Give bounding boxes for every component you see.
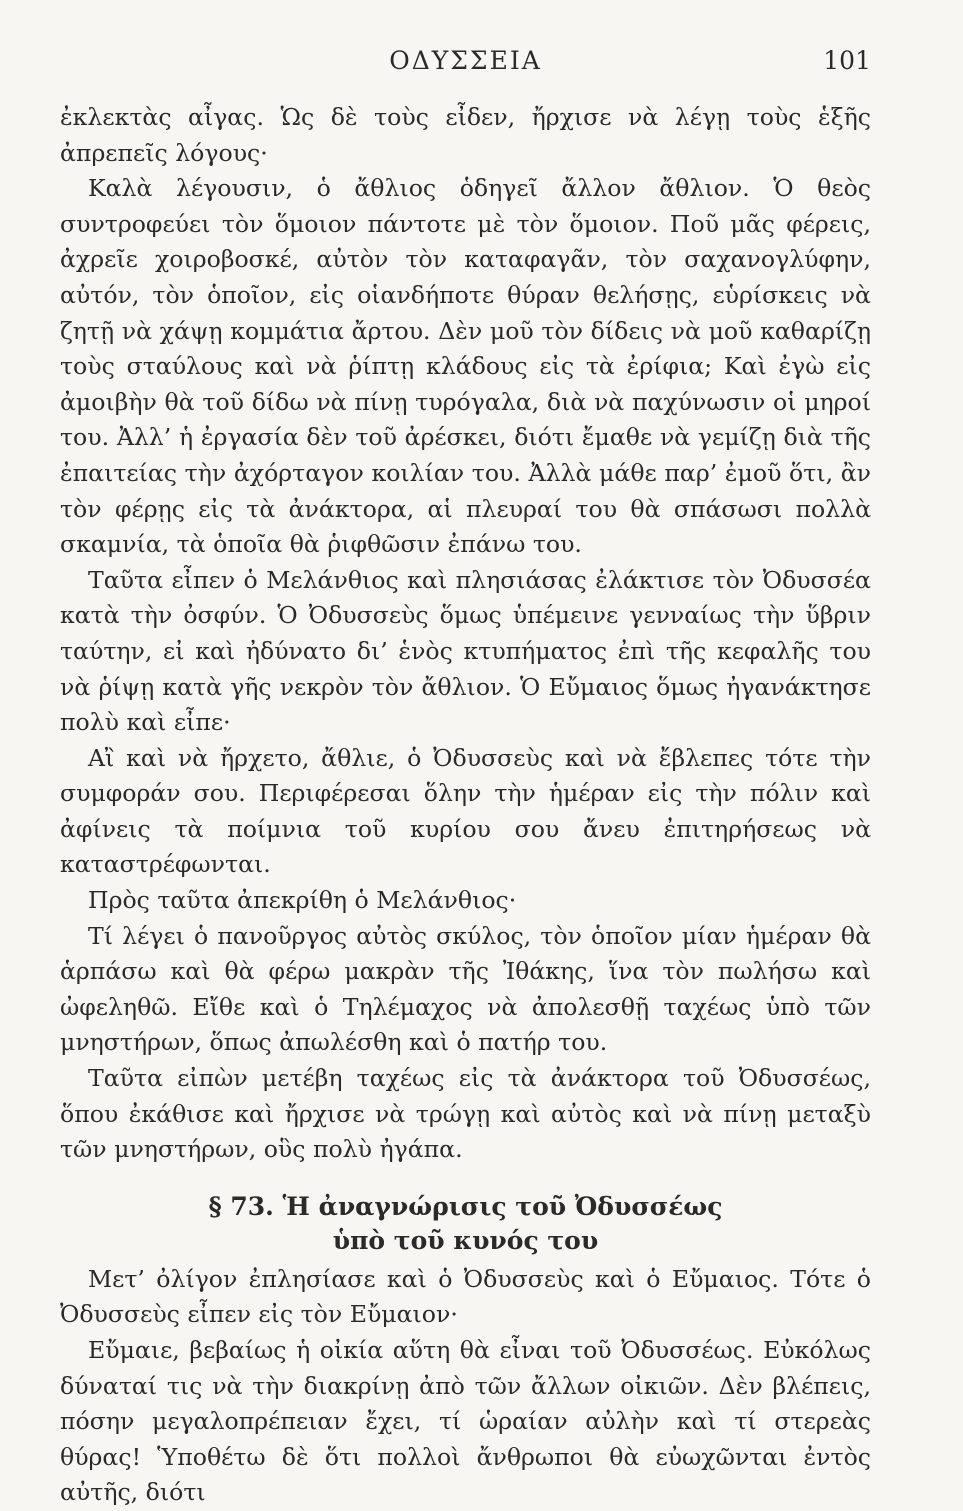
section-heading-line-1: § 73. Ἡ ἀναγνώρισις τοῦ Ὀδυσσέως <box>208 1191 723 1221</box>
paragraph: Μετ’ ὀλίγον ἐπλησίασε καὶ ὁ Ὀδυσσεὺς καὶ ὁ Εὔμαιος. Τότε ὁ Ὀδυσσεὺς εἶπεν εἰς τὸν Εὔμαιον· <box>60 1264 871 1329</box>
page-number: 101 <box>823 46 871 75</box>
paragraph: Τί λέγει ὁ πανοῦργος αὐτὸς σκύλος, τὸν ὁποῖον μίαν ἡμέραν θὰ ἁρπάσω καὶ θὰ φέρω μακρὰν τῆς Ἰθάκης, ἵνα τὸν πωλήσω καὶ ὠφεληθῶ. Εἴθε καὶ ὁ Τηλέμαχος νὰ ἀπολεσθῇ ταχέως ὑπὸ τῶν μνηστήρων, ὅπως ἀπωλέσθη καὶ ὁ πατήρ του. <box>60 921 871 1057</box>
paragraph: Καλὰ λέγουσιν, ὁ ἄθλιος ὁδηγεῖ ἄλλον ἄθλιον. Ὁ θεὸς συντροφεύει τὸν ὅμοιον πάντοτε μὲ τὸν ὅμοιον. Ποῦ μᾶς φέρεις, ἀχρεῖε χοιροβοσκέ, αὐτὸν τὸν καταφαγᾶν, τὸν σαχανογλύφην, αὐτόν, τὸν ὁποῖον, εἰς οἱανδήποτε θύραν θελήσῃς, εὑρίσκεις νὰ ζητῇ νὰ χάψῃ κομμάτια ἄρτου. Δὲν μοῦ τὸν δίδεις νὰ μοῦ καθαρίζῃ τοὺς σταύλους καὶ νὰ ῥίπτῃ κλάδους εἰς τὰ ἐρίφια; Καὶ ἐγὼ εἰς ἀμοιβὴν θὰ τοῦ δίδω νὰ πίνῃ τυρόγαλα, διὰ νὰ παχύνωσιν οἱ μηροί του. Ἀλλ’ ἡ ἐργασία δὲν τοῦ ἀρέσκει, διότι ἔμαθε νὰ γεμίζῃ διὰ τῆς ἐπαιτείας τὴν ἀχόρταγον κοιλίαν του. Ἀλλὰ μάθε παρ’ ἐμοῦ ὅτι, ἂν τὸν φέρῃς εἰς τὰ ἀνάκτορα, αἱ πλευραί του θὰ σπάσωσι πολλὰ σκαμνία, τὰ ὁποῖα θὰ ῥιφθῶσιν ἐπάνω του. <box>60 174 871 559</box>
paragraph: Ταῦτα εἶπεν ὁ Μελάνθιος καὶ πλησιάσας ἐλάκτισε τὸν Ὀδυσσέα κατὰ τὴν ὀσφύν. Ὁ Ὀδυσσεὺς ὅμως ὑπέμεινε γενναίως τὴν ὕβριν ταύτην, εἰ καὶ ἠδύνατο δι’ ἑνὸς κτυπήματος ἐπὶ τῆς κεφαλῆς του νὰ ῥίψῃ κατὰ γῆς νεκρὸν τὸν ἄθλιον. Ὁ Εὔμαιος ὅμως ἠγανάκτησε πολὺ καὶ εἶπε· <box>60 565 871 737</box>
running-title: ΟΔΥΣΣΕΙΑ <box>389 46 542 75</box>
body-text <box>60 100 871 1511</box>
paragraph: Εὔμαιε, βεβαίως ἡ οἰκία αὕτη θὰ εἶναι τοῦ Ὀδυσσέως. Εὐκόλως δύναταί τις νὰ τὴν διακρίνῃ ἀπὸ τῶν ἄλλων οἰκιῶν. Δὲν βλέπεις, πόσην μεγαλοπρέπειαν ἔχει, τί ὡραίαν αὐλὴν καὶ τί στερεὰς θύρας! Ὑποθέτω δὲ ὅτι πολλοὶ ἄνθρωποι θὰ εὐωχῶνται ἐντὸς αὐτῆς, διότι <box>60 1336 871 1507</box>
paragraph: ἐκλεκτὰς αἶγας. Ὡς δὲ τοὺς εἶδεν, ἤρχισε νὰ λέγῃ τοὺς ἑξῆς ἀπρεπεῖς λόγους· <box>60 103 871 167</box>
section-heading-line-2: ὑπὸ τοῦ κυνός του <box>332 1225 599 1255</box>
section-heading <box>60 1190 871 1258</box>
paragraph: Πρὸς ταῦτα ἀπεκρίθη ὁ Μελάνθιος· <box>88 886 517 915</box>
paragraph: Αἲ καὶ νὰ ἤρχετο, ἄθλιε, ὁ Ὀδυσσεὺς καὶ νὰ ἔβλεπες τότε τὴν συμφοράν σου. Περιφέρεσαι ὅλην τὴν ἡμέραν εἰς τὴν πόλιν καὶ ἀφίνεις τὰ ποίμνια τοῦ κυρίου σου ἄνευ ἐπιτηρήσεως νὰ καταστρέφωνται. <box>60 743 871 879</box>
page-header <box>60 40 871 100</box>
paragraph: Ταῦτα εἰπὼν μετέβη ταχέως εἰς τὰ ἀνάκτορα τοῦ Ὀδυσσέως, ὅπου ἐκάθισε καὶ ἤρχισε νὰ τρώγῃ καὶ αὐτὸς καὶ νὰ πίνῃ μεταξὺ τῶν μνηστήρων, οὓς πολὺ ἠγάπα. <box>60 1064 871 1164</box>
